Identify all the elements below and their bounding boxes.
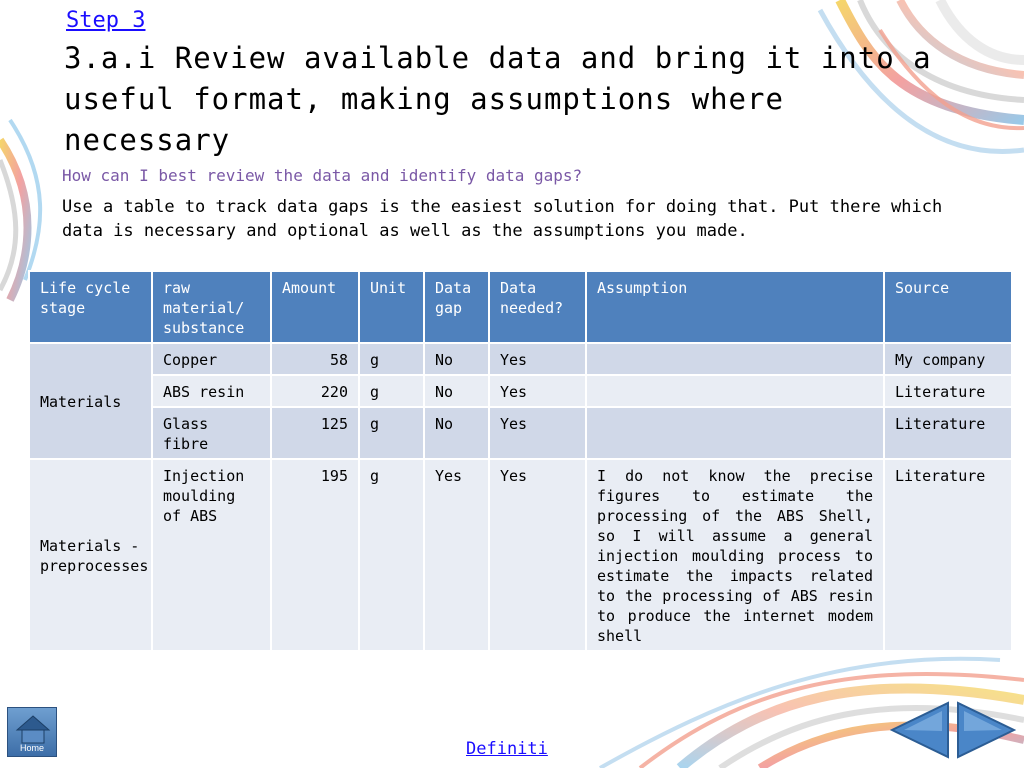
assumption-cell — [586, 407, 884, 459]
home-button[interactable] — [7, 707, 57, 757]
material-cell: Copper — [152, 343, 271, 375]
data-needed-cell: Yes — [489, 407, 586, 459]
table-row — [29, 343, 1012, 375]
amount-cell: 125 — [271, 407, 359, 459]
definitions-link[interactable]: Definiti — [466, 739, 548, 759]
table-header-row — [29, 271, 1012, 343]
amount-cell: 195 — [271, 459, 359, 651]
arrow-left-icon[interactable] — [890, 701, 952, 759]
data-needed-cell: Yes — [489, 343, 586, 375]
assumption-cell — [586, 343, 884, 375]
unit-cell: g — [359, 375, 424, 407]
unit-cell: g — [359, 459, 424, 651]
column-header-data-needed: Data needed? — [489, 271, 586, 343]
column-header-data-gap: Data gap — [424, 271, 489, 343]
question-subtitle: How can I best review the data and identify data gaps? — [62, 166, 583, 185]
unit-cell: g — [359, 343, 424, 375]
page-title: 3.a.i Review available data and bring it into a useful format, making assumptions where necessary — [64, 41, 932, 157]
data-needed-cell: Yes — [489, 375, 586, 407]
home-label: Home — [19, 743, 44, 753]
source-cell: Literature — [884, 407, 1012, 459]
step-link[interactable]: Step 3 — [66, 8, 146, 33]
assumption-cell — [586, 375, 884, 407]
amount-cell: 220 — [271, 375, 359, 407]
data-gap-cell: No — [424, 343, 489, 375]
unit-cell: g — [359, 407, 424, 459]
data-gap-table — [28, 270, 1013, 652]
instruction-text: Use a table to track data gaps is the easiest solution for doing that. Put there which data is necessary and optional as well as the assumptions you made. — [62, 197, 943, 241]
table-row — [29, 407, 1012, 459]
table-row — [29, 375, 1012, 407]
source-cell: Literature — [884, 459, 1012, 651]
stage-cell: Materials - preprocesses — [29, 459, 152, 651]
material-cell: Injection moulding of ABS — [152, 459, 271, 651]
stage-cell: Materials — [29, 343, 152, 459]
source-cell: My company — [884, 343, 1012, 375]
material-cell: Glass fibre — [152, 407, 271, 459]
column-header-raw-material: raw material/ substance — [152, 271, 271, 343]
data-gap-cell: Yes — [424, 459, 489, 651]
data-gap-cell: No — [424, 407, 489, 459]
column-header-unit: Unit — [359, 271, 424, 343]
source-cell: Literature — [884, 375, 1012, 407]
assumption-cell: I do not know the precise figures to estimate the processing of the ABS Shell, so I will assume a general injection moulding process to estimate the impacts related to the processing of ABS resin to produce the internet modem shell — [586, 459, 884, 651]
table-row — [29, 459, 1012, 651]
home-icon — [15, 714, 51, 744]
amount-cell: 58 — [271, 343, 359, 375]
data-needed-cell: Yes — [489, 459, 586, 651]
column-header-source: Source — [884, 271, 1012, 343]
data-gap-cell: No — [424, 375, 489, 407]
column-header-amount: Amount — [271, 271, 359, 343]
column-header-assumption: Assumption — [586, 271, 884, 343]
arrow-right-icon[interactable] — [954, 701, 1016, 759]
column-header-life-cycle-stage: Life cycle stage — [29, 271, 152, 343]
material-cell: ABS resin — [152, 375, 271, 407]
